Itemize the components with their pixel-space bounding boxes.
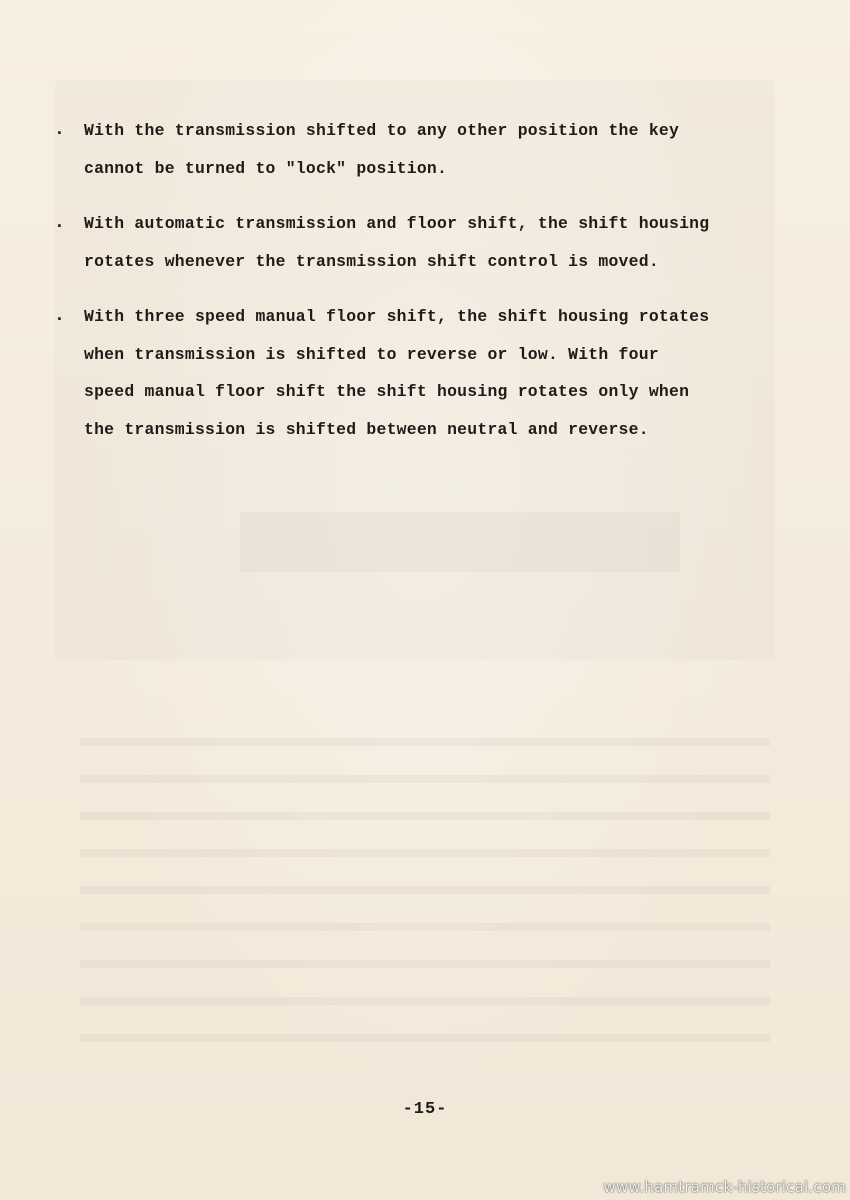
- bullet-item: [40, 298, 800, 448]
- bullet-line: speed manual floor shift the shift housing rotates only when: [84, 382, 690, 401]
- bleed-through-strip: [240, 512, 680, 572]
- bullet-dot: .: [54, 306, 66, 326]
- bullet-dot: .: [54, 120, 66, 140]
- bullet-dot: .: [54, 213, 66, 233]
- bullet-line: when transmission is shifted to reverse or low. With four: [84, 344, 659, 364]
- site-watermark: www.hamtramck-historical.com: [603, 1178, 846, 1196]
- bullet-line: With the transmission shifted to any other position the key: [84, 121, 680, 140]
- page-number: -15-: [402, 1100, 448, 1119]
- bullet-line: With automatic transmission and floor shift, the shift housing: [84, 214, 710, 233]
- bullet-line: With three speed manual floor shift, the shift housing rotates: [84, 307, 710, 326]
- bullet-line: rotates whenever the transmission shift control is moved.: [84, 251, 659, 271]
- bullet-item: [40, 112, 800, 187]
- bullet-item: [40, 205, 800, 280]
- bleed-through-text: [80, 728, 770, 1058]
- bullet-line: the transmission is shifted between neutral and reverse.: [84, 419, 649, 439]
- bullet-list: [40, 112, 800, 466]
- bullet-line: cannot be turned to "lock" position.: [84, 158, 448, 178]
